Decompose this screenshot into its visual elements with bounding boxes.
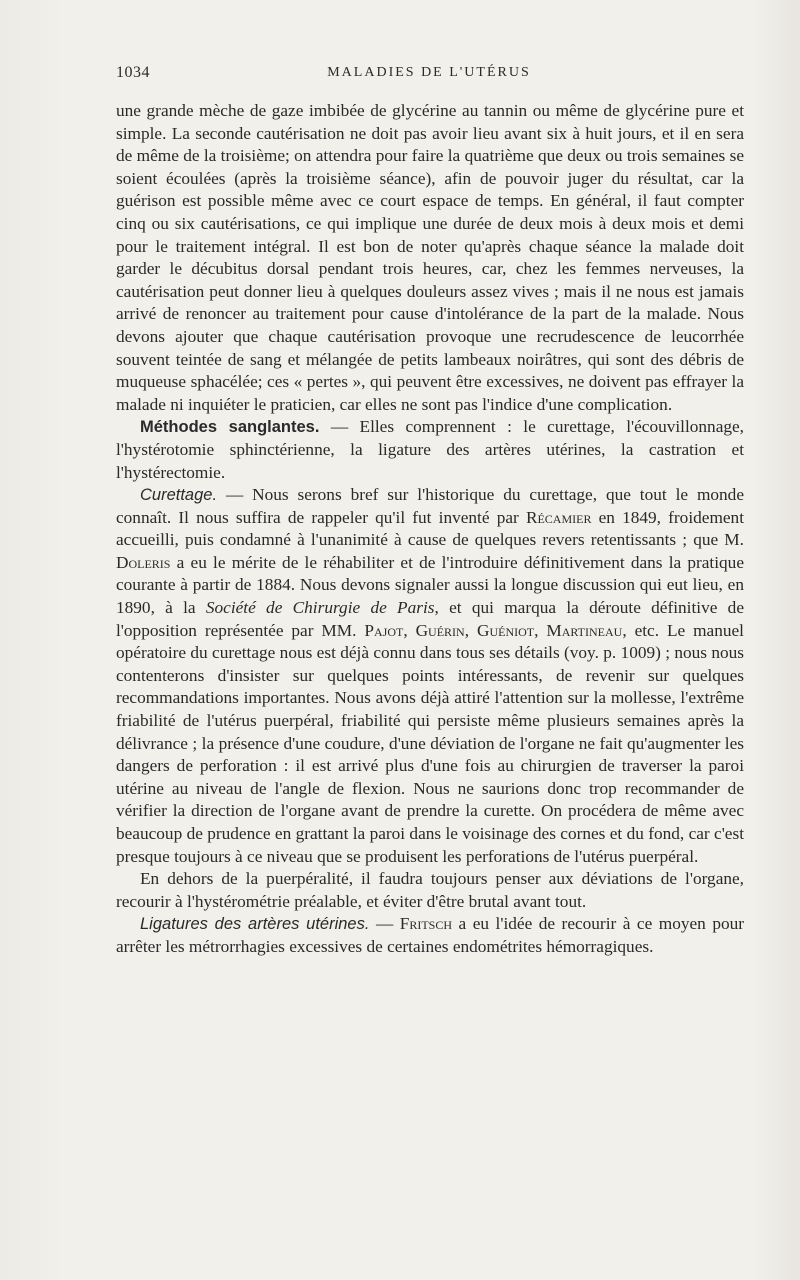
paragraph-ligatures <box>116 913 744 958</box>
paragraph-text: — <box>369 914 400 934</box>
author-name: Fritsch <box>399 914 453 934</box>
paragraph-text: en 1849, froidement accueilli, puis condamné à l'unanimité à cause de quelques revers retentissants ; que M. <box>116 507 744 550</box>
paragraph-methodes-sanglantes <box>116 416 744 484</box>
page-number: 1034 <box>116 64 150 81</box>
paragraph-text: a eu le mérite de le réhabiliter et de l'introduire définitivement dans la pratique courante à partir de 1884. Nous devons signaler aussi la longue discussion qui eut lieu, en 1890, à la <box>116 552 744 618</box>
subsection-heading: Curettage. <box>140 486 218 505</box>
paragraph-text: — Nous serons bref sur l'historique du curettage, que tout le monde connaît. Il nous suffira de rappeler qu'il fut inventé par <box>116 485 744 527</box>
section-heading: Méthodes sanglantes. <box>140 418 320 437</box>
paragraph-cauterisation: une grande mèche de gaze imbibée de glycérine au tannin ou même de glycérine pure et simple. La seconde cautérisation ne doit pas avoir lieu avant six à huit jours, et il en sera de même de la troisième; on attendra pour faire la quatrième que deux ou trois semaines se soient écoulées (après la troisième séance), afin de pouvoir juger du résultat, car la guérison est possible même avec ce court espace de temps. En général, il faut compter cinq ou six cautérisations, ce qui implique une durée de deux mois à deux mois et demi pour le traitement intégral. Il est bon de noter qu'après chaque séance la malade doit garder le décubitus dorsal pendant trois heures, car, chez les femmes nerveuses, la cautérisation peut donner lieu à quelques douleurs assez vives ; mais il ne nous est jamais arrivé de renoncer au traitement pour cause d'intolérance de la part de la malade. Nous devons ajouter que chaque cautérisation provoque une recrudescence de leucorrhée souvent teintée de sang et mélangée de petits lambeaux noirâtres, qui sont des débris de muqueuse sphacélée; ces « pertes », qui peuvent être excessives, ne doivent pas effrayer la malade ni inquiéter le praticien, car elles ne sont pas l'indice d'une complication. <box>116 101 744 414</box>
paragraph-text: a eu l'idée de recourir à ce moyen pour arrêter les métrorrhagies excessives de certaines endométrites hémorragiques. <box>116 914 744 956</box>
paragraph-puerperalite: En dehors de la puerpéralité, il faudra toujours penser aux déviations de l'organe, recourir à l'hystérométrie préalable, et éviter d'être brutal avant tout. <box>116 869 744 911</box>
society-name: Société de Chirurgie de Paris <box>205 598 435 618</box>
running-title: MALADIES DE L'UTÉRUS <box>327 65 531 80</box>
paragraph-text: , etc. Le manuel opératoire du curettage nous est déjà connu dans tous ses détails (voy. p. 1009) ; nous nous contenterons d'insister sur quelques points intéressants, de revenir sur quelques recommandations importantes. Nous avons déjà attiré l'attention sur la mollesse, l'extrême friabilité de l'utérus puerpéral, friabilité qui persiste même plusieurs semaines après la délivrance ; la présence d'une coudure, d'une déviation de l'organe ne fait qu'augmenter les dangers de perforation : il est arrivé plus d'une fois au chirurgien de traverser la paroi utérine au niveau de l'angle de flexion. Nous ne saurions donc trop recommander de vérifier la direction de l'organe avant de prendre la curette. On procédera de même avec beaucoup de prudence en grattant la paroi dans le voisinage des cornes et du fond, car c'est presque toujours à ce niveau que se produisent les perforations de l'utérus puerpéral. <box>116 620 744 866</box>
page-header <box>116 64 742 86</box>
subsection-heading: Ligatures des artères utérines. <box>140 915 370 934</box>
author-name: Doleris <box>116 552 171 572</box>
paragraph-text: — Elles comprennent : le curettage, l'écouvillonnage, l'hystérotomie sphinctérienne, la ligature des artères utérines, la castration et l'hystérectomie. <box>116 417 744 482</box>
author-names: Pajot, Guérin, Guéniot, Martineau <box>364 620 623 640</box>
paragraph-curettage <box>116 484 744 868</box>
page-body <box>116 100 744 959</box>
author-name: Récamier <box>525 507 592 527</box>
paragraph-text: , et qui marqua la déroute définitive de l'opposition représentée par MM. <box>116 598 744 640</box>
